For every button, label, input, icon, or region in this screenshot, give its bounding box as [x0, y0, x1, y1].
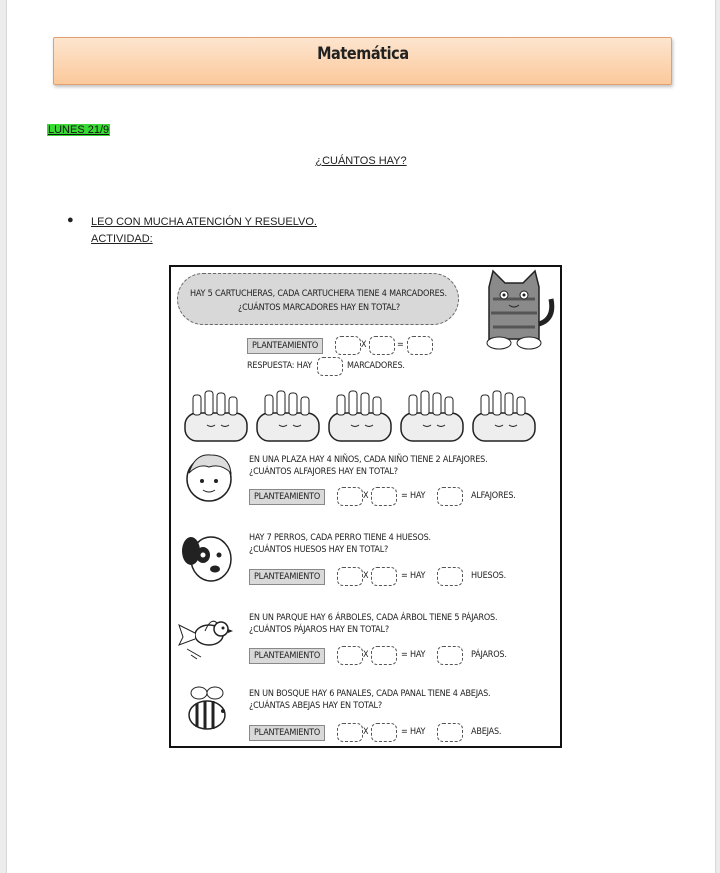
equals-sign: =	[397, 340, 404, 350]
answer-box[interactable]	[371, 567, 397, 586]
plan-tag: PLANTEAMIENTO	[249, 569, 325, 585]
hay-label: = HAY	[401, 571, 426, 581]
question-heading: ¿CUÁNTOS HAY?	[315, 155, 407, 167]
hay-label: = HAY	[401, 491, 426, 501]
plan-tag: PLANTEAMIENTO	[247, 338, 323, 354]
answer-prefix: RESPUESTA: HAY	[247, 361, 312, 371]
unit-label: ABEJAS.	[471, 727, 502, 737]
bullet-icon: ●	[67, 214, 74, 226]
times-sign: X	[363, 491, 369, 501]
problem-1-line-1: EN UNA PLAZA HAY 4 NIÑOS, CADA NIÑO TIENE 2 ALFAJORES.	[249, 455, 488, 465]
problem-4-line-1: EN UN BOSQUE HAY 6 PANALES, CADA PANAL TIENE 4 ABEJAS.	[249, 689, 491, 699]
times-sign: X	[363, 650, 369, 660]
times-sign: X	[361, 340, 367, 350]
boy-face-icon	[181, 449, 237, 505]
activity-label: ACTIVIDAD:	[91, 233, 153, 245]
answer-box[interactable]	[407, 336, 433, 355]
answer-box[interactable]	[337, 723, 363, 742]
pencil-cases-icon	[181, 387, 551, 442]
hay-label: = HAY	[401, 727, 426, 737]
worksheet-image	[169, 265, 562, 748]
plan-tag: PLANTEAMIENTO	[249, 648, 325, 664]
dog-icon	[179, 529, 235, 585]
answer-box[interactable]	[371, 487, 397, 506]
unit-label: HUESOS.	[471, 571, 506, 581]
plan-tag: PLANTEAMIENTO	[249, 725, 325, 741]
answer-box[interactable]	[371, 723, 397, 742]
problem-3-line-1: EN UN PARQUE HAY 6 ÁRBOLES, CADA ÁRBOL TIENE 5 PÁJAROS.	[249, 613, 498, 623]
page-title: Matemática	[316, 44, 409, 64]
hay-label: = HAY	[401, 650, 426, 660]
unit-label: ALFAJORES.	[471, 491, 516, 501]
title-banner	[53, 37, 672, 85]
answer-box[interactable]	[337, 646, 363, 665]
answer-box[interactable]	[437, 723, 463, 742]
unit-label: PÁJAROS.	[471, 650, 507, 660]
problem-2-line-1: HAY 7 PERROS, CADA PERRO TIENE 4 HUESOS.	[249, 533, 431, 543]
problem-2-line-2: ¿CUÁNTOS HUESOS HAY EN TOTAL?	[249, 545, 389, 555]
answer-box[interactable]	[437, 646, 463, 665]
bird-icon	[177, 609, 233, 665]
intro-cloud	[177, 273, 459, 325]
answer-box[interactable]	[437, 487, 463, 506]
problem-3-line-2: ¿CUÁNTOS PÁJAROS HAY EN TOTAL?	[249, 625, 389, 635]
cat-icon	[471, 269, 557, 357]
answer-box[interactable]	[335, 336, 361, 355]
problem-4-line-2: ¿CUÁNTAS ABEJAS HAY EN TOTAL?	[249, 701, 382, 711]
intro-line-2: ¿CUÁNTOS MARCADORES HAY EN TOTAL?	[238, 303, 400, 313]
intro-line-1: HAY 5 CARTUCHERAS, CADA CARTUCHERA TIENE 4 MARCADORES.	[190, 289, 447, 299]
instruction-block	[91, 214, 317, 248]
answer-box[interactable]	[317, 357, 343, 376]
document-page	[6, 0, 716, 873]
answer-box[interactable]	[337, 487, 363, 506]
times-sign: X	[363, 727, 369, 737]
date-label: LUNES 21/9	[48, 124, 110, 136]
instruction-text: LEO CON MUCHA ATENCIÓN Y RESUELVO.	[91, 216, 317, 228]
answer-box[interactable]	[369, 336, 395, 355]
answer-box[interactable]	[437, 567, 463, 586]
bee-icon	[179, 681, 235, 737]
times-sign: X	[363, 571, 369, 581]
answer-box[interactable]	[371, 646, 397, 665]
plan-tag: PLANTEAMIENTO	[249, 489, 325, 505]
answer-suffix: MARCADORES.	[347, 361, 405, 371]
problem-1-line-2: ¿CUÁNTOS ALFAJORES HAY EN TOTAL?	[249, 467, 398, 477]
answer-box[interactable]	[337, 567, 363, 586]
